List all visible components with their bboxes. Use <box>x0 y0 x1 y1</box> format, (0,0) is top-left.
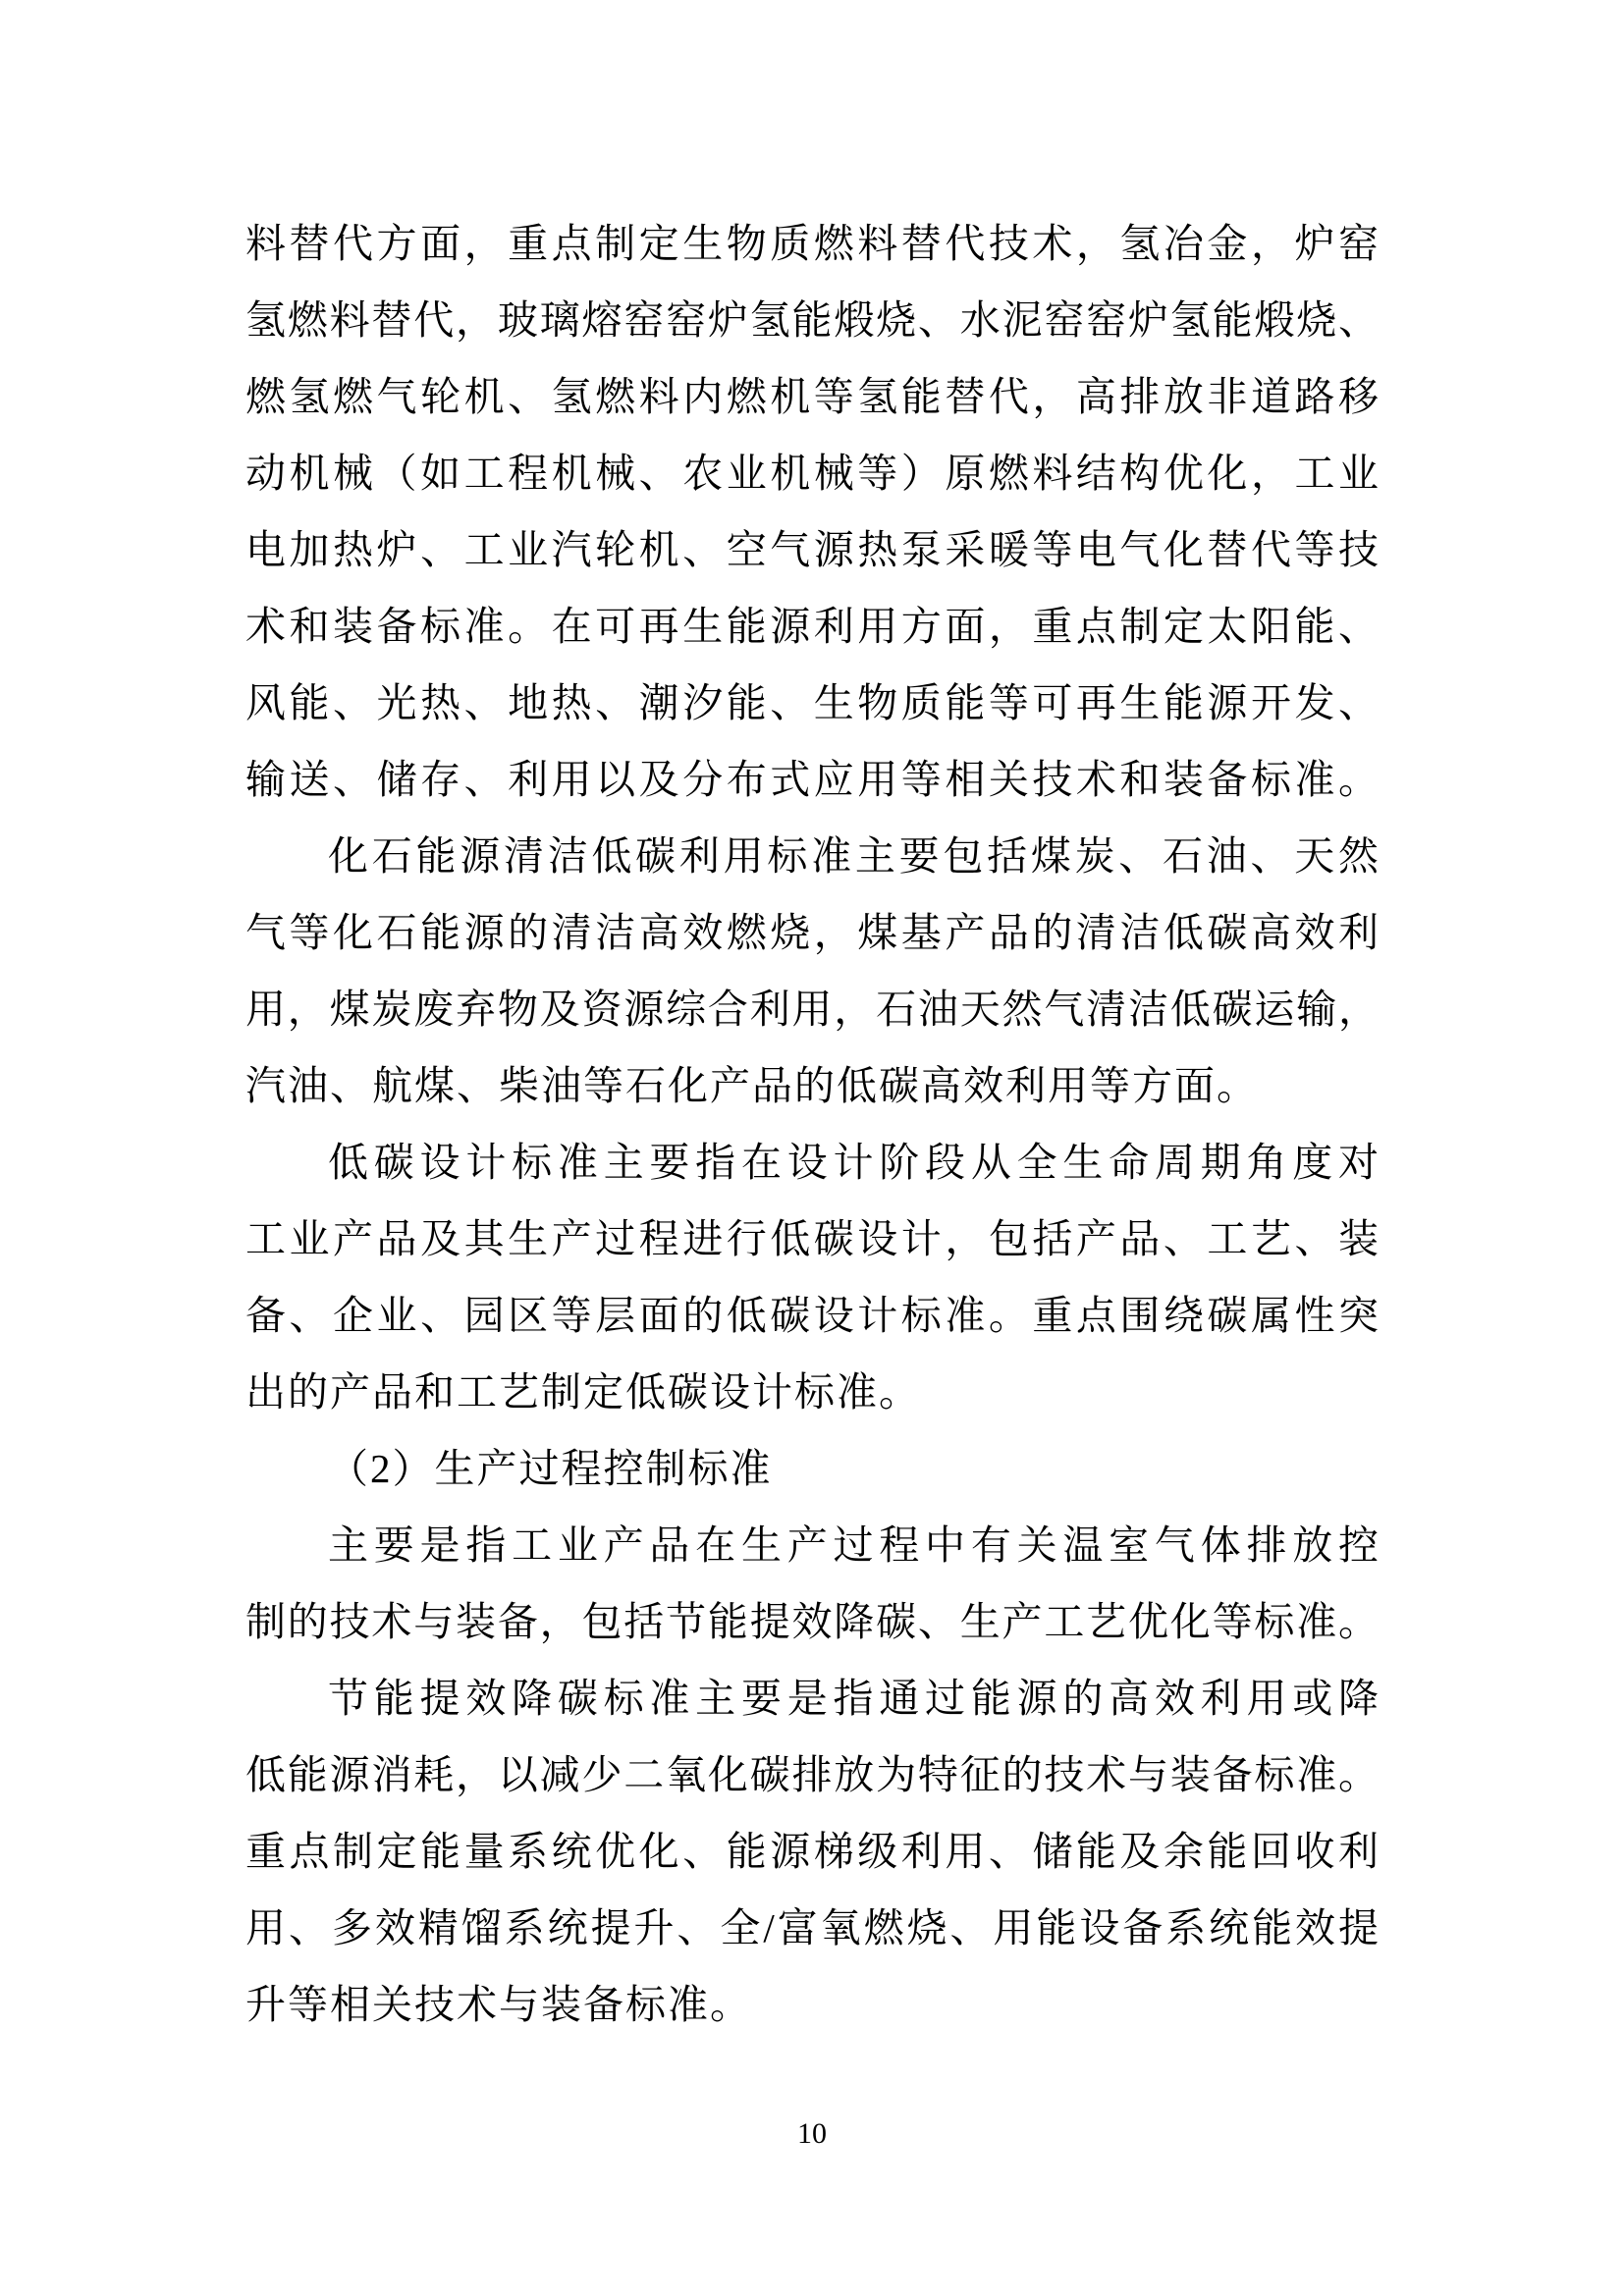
text-line: 低能源消耗，以减少二氧化碳排放为特征的技术与装备标准。 <box>245 1752 1379 1797</box>
text-line: 制的技术与装备，包括节能提效降碳、生产工艺优化等标准。 <box>245 1599 1379 1644</box>
text-line: 电加热炉、工业汽轮机、空气源热泵采暖等电气化替代等技 <box>245 527 1379 572</box>
text-line: 化石能源清洁低碳利用标准主要包括煤炭、石油、天然 <box>328 833 1379 879</box>
text-line: 工业产品及其生产过程进行低碳设计，包括产品、工艺、装 <box>245 1216 1379 1261</box>
text-line: 用、多效精馏系统提升、全/富氧燃烧、用能设备系统能效提 <box>245 1905 1379 1950</box>
text-line: 输送、储存、利用以及分布式应用等相关技术和装备标准。 <box>245 757 1379 802</box>
text-block <box>245 205 1379 2043</box>
text-line: 低碳设计标准主要指在设计阶段从全生命周期角度对 <box>328 1140 1379 1185</box>
page-number: 10 <box>797 2117 827 2150</box>
text-line: 料替代方面，重点制定生物质燃料替代技术，氢冶金，炉窑 <box>245 221 1379 266</box>
text-line: 节能提效降碳标准主要是指通过能源的高效利用或降 <box>328 1676 1379 1721</box>
text-line: 氢燃料替代，玻璃熔窑窑炉氢能煅烧、水泥窑窑炉氢能煅烧、 <box>245 297 1379 343</box>
section-heading: （2）生产过程控制标准 <box>328 1446 773 1491</box>
text-line: 动机械（如工程机械、农业机械等）原燃料结构优化，工业 <box>245 451 1379 496</box>
text-line: 汽油、航煤、柴油等石化产品的低碳高效利用等方面。 <box>245 1063 1259 1108</box>
text-line: 气等化石能源的清洁高效燃烧，煤基产品的清洁低碳高效利 <box>245 910 1379 955</box>
text-line: 用，煤炭废弃物及资源综合利用，石油天然气清洁低碳运输， <box>245 987 1379 1032</box>
text-line: 主要是指工业产品在生产过程中有关温室气体排放控 <box>328 1522 1379 1568</box>
text-line: 燃氢燃气轮机、氢燃料内燃机等氢能替代，高排放非道路移 <box>245 374 1379 419</box>
text-line: 备、企业、园区等层面的低碳设计标准。重点围绕碳属性突 <box>245 1293 1379 1338</box>
text-line: 术和装备标准。在可再生能源利用方面，重点制定太阳能、 <box>245 604 1379 649</box>
text-line: 风能、光热、地热、潮汐能、生物质能等可再生能源开发、 <box>245 680 1379 725</box>
text-line: 重点制定能量系统优化、能源梯级利用、储能及余能回收利 <box>245 1829 1379 1874</box>
text-line: 升等相关技术与装备标准。 <box>245 1982 752 2027</box>
text-line: 出的产品和工艺制定低碳设计标准。 <box>245 1369 921 1415</box>
